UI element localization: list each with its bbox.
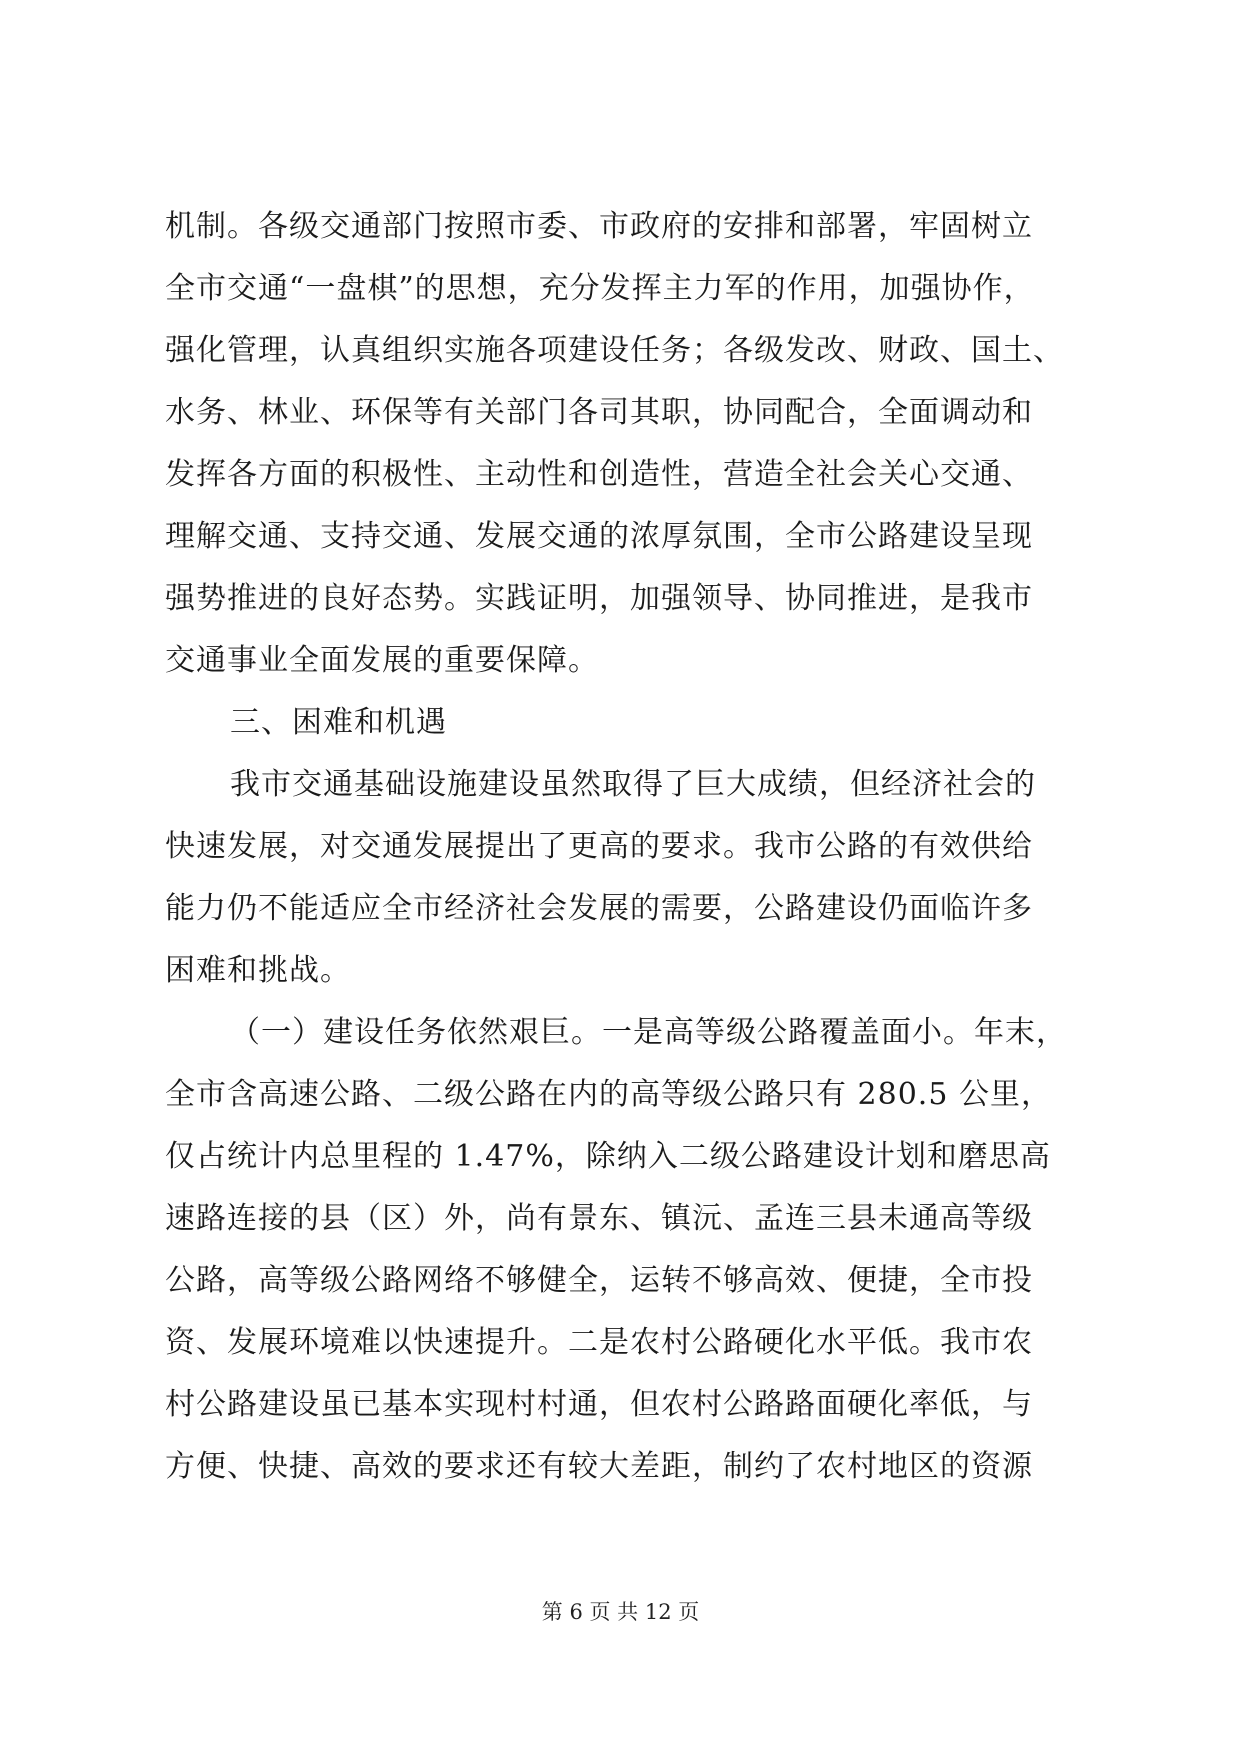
text-line: 强势推进的良好态势。实践证明，加强领导、协同推进，是我市 [165, 581, 1033, 616]
text-line: 能力仍不能适应全市经济社会发展的需要，公路建设仍面临许多 [165, 891, 1033, 926]
text-line: 我市交通基础设施建设虽然取得了巨大成绩，但经济社会的 [230, 767, 1036, 802]
text-line: 快速发展，对交通发展提出了更高的要求。我市公路的有效供给 [165, 829, 1033, 864]
section-heading: 三、困难和机遇 [230, 705, 447, 740]
text-line: 仅占统计内总里程的 1.47%，除纳入二级公路建设计划和磨思高 [165, 1139, 1051, 1174]
text-line: 发挥各方面的积极性、主动性和创造性，营造全社会关心交通、 [165, 457, 1033, 492]
text-line: 强化管理，认真组织实施各项建设任务；各级发改、财政、国土、 [165, 333, 1064, 368]
text-line: 速路连接的县（区）外，尚有景东、镇沅、孟连三县未通高等级 [165, 1201, 1033, 1236]
text-line: 机制。各级交通部门按照市委、市政府的安排和部署，牢固树立 [165, 209, 1033, 244]
text-line: 交通事业全面发展的重要保障。 [165, 643, 599, 678]
text-line: 全市含高速公路、二级公路在内的高等级公路只有 280.5 公里， [165, 1077, 1052, 1112]
text-line: 全市交通“一盘棋”的思想，充分发挥主力军的作用，加强协作， [165, 271, 1035, 306]
page-footer: 第 6 页 共 12 页 [541, 1600, 700, 1624]
text-line: 方便、快捷、高效的要求还有较大差距，制约了农村地区的资源 [165, 1449, 1033, 1484]
text-line: 公路，高等级公路网络不够健全，运转不够高效、便捷，全市投 [165, 1263, 1033, 1298]
text-line: 理解交通、支持交通、发展交通的浓厚氛围，全市公路建设呈现 [165, 519, 1033, 554]
text-line: 水务、林业、环保等有关部门各司其职，协同配合，全面调动和 [165, 395, 1033, 430]
text-line: 困难和挑战。 [165, 953, 351, 988]
subsection-heading: （一）建设任务依然艰巨。一是高等级公路覆盖面小。年末， [230, 1015, 1067, 1050]
text-line: 村公路建设虽已基本实现村村通，但农村公路路面硬化率低，与 [165, 1387, 1033, 1422]
text-line: 资、发展环境难以快速提升。二是农村公路硬化水平低。我市农 [165, 1325, 1033, 1360]
